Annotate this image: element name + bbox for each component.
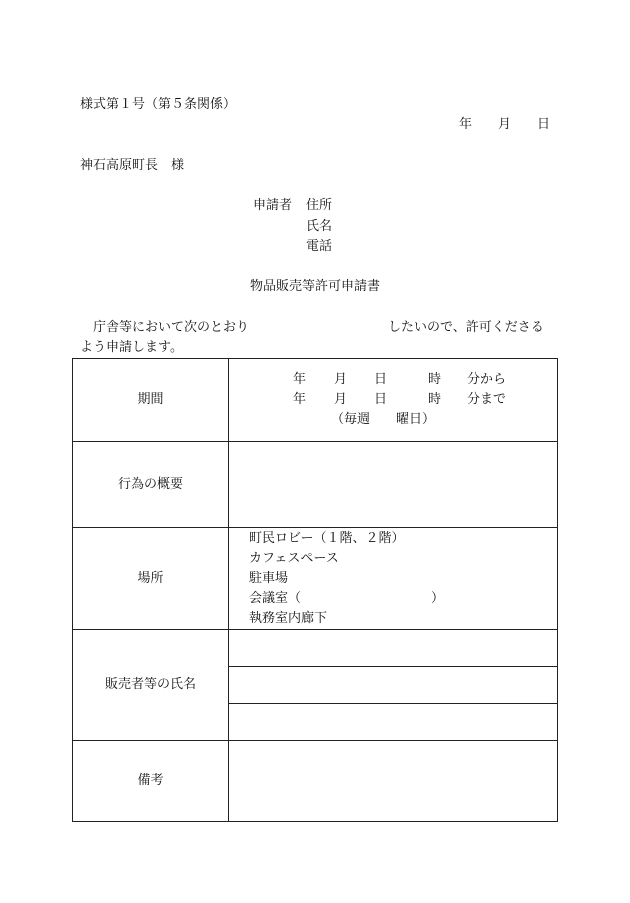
end-month: 月 xyxy=(334,392,348,407)
remarks-row xyxy=(73,741,558,822)
seller-label: 販売者等の氏名 xyxy=(73,630,229,741)
place-options xyxy=(229,528,558,630)
document-title: 物品販売等許可申請書 xyxy=(249,279,380,294)
period-field[interactable] xyxy=(229,359,558,442)
place-label: 場所 xyxy=(73,528,229,630)
place-option-cafe[interactable]: カフェスペース xyxy=(249,550,339,566)
applicant-label: 申請者 xyxy=(253,198,293,213)
addressee: 神石高原町長 様 xyxy=(80,158,185,173)
intro-line1-end: したいので、許可くださる xyxy=(388,320,544,335)
seller-field-2[interactable] xyxy=(229,667,558,704)
end-day: 日 xyxy=(374,392,388,407)
seller-row-1 xyxy=(73,630,558,667)
end-minute: 分まで xyxy=(467,392,507,407)
intro-line1-start: 庁舎等において次のとおり xyxy=(93,320,250,335)
seller-field-3[interactable] xyxy=(229,704,558,741)
period-row xyxy=(73,359,558,442)
start-month: 月 xyxy=(334,372,348,387)
applicant-name-label: 氏名 xyxy=(306,219,333,234)
intro-line2: よう申請します。 xyxy=(80,340,183,355)
end-hour: 時 xyxy=(428,392,442,407)
start-year: 年 xyxy=(293,372,307,387)
application-table xyxy=(72,358,558,822)
remarks-label: 備考 xyxy=(73,741,229,822)
end-year: 年 xyxy=(293,392,307,407)
weekly-note: （毎週 曜日） xyxy=(331,412,436,427)
date-line: 年 月 日 xyxy=(459,117,551,132)
activity-field[interactable] xyxy=(229,442,558,528)
start-minute: 分から xyxy=(467,372,507,387)
form-number: 様式第１号（第５条関係） xyxy=(80,97,237,112)
activity-row xyxy=(73,442,558,528)
place-option-meeting-room[interactable]: 会議室（ ） xyxy=(249,590,445,606)
place-option-parking[interactable]: 駐車場 xyxy=(249,570,289,586)
applicant-phone-label: 電話 xyxy=(306,239,333,254)
start-day: 日 xyxy=(374,372,388,387)
place-option-lobby[interactable]: 町民ロビー（１階、２階） xyxy=(249,530,405,546)
period-label: 期間 xyxy=(73,359,229,442)
applicant-address-label: 住所 xyxy=(306,198,333,213)
remarks-field[interactable] xyxy=(229,741,558,822)
activity-label: 行為の概要 xyxy=(73,442,229,528)
place-row xyxy=(73,528,558,630)
start-hour: 時 xyxy=(428,372,442,387)
place-option-office-corridor[interactable]: 執務室内廊下 xyxy=(249,610,328,626)
seller-field-1[interactable] xyxy=(229,630,558,667)
